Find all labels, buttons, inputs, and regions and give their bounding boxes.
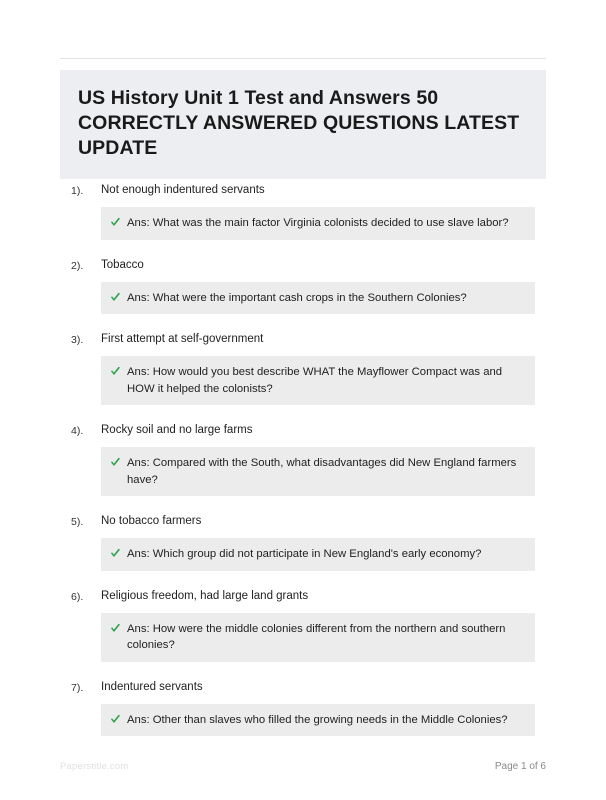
qa-question: Ans: Which group did not participate in New England's early economy?: [127, 548, 482, 560]
list-item: [60, 182, 546, 240]
qa-question-row: [101, 447, 535, 496]
header-divider: [60, 58, 546, 59]
qa-number: 7).: [71, 681, 84, 694]
qa-question: Ans: How would you best describe WHAT the Mayflower Compact was and HOW it helped the colonists?: [127, 366, 503, 395]
qa-question: Ans: What was the main factor Virginia colonists decided to use slave labor?: [127, 217, 509, 229]
qa-answer: Rocky soil and no large farms: [101, 424, 253, 436]
check-icon: [110, 457, 121, 468]
qa-answer-row: [60, 257, 546, 274]
list-item: [60, 331, 546, 405]
qa-question-row: [101, 207, 535, 240]
check-icon: [110, 292, 121, 303]
qa-question-row: [101, 282, 535, 315]
qa-answer-row: [60, 679, 546, 696]
qa-number: 5).: [71, 516, 84, 528]
qa-number: 1).: [71, 185, 84, 197]
qa-question: Ans: Other than slaves who filled the growing needs in the Middle Colonies?: [127, 713, 508, 726]
page-footer: [60, 758, 546, 772]
qa-answer: First attempt at self-government: [101, 333, 264, 345]
qa-question-row: [101, 613, 535, 662]
qa-answer: No tobacco farmers: [101, 515, 202, 527]
qa-answer-row: [60, 513, 546, 530]
qa-number: 2).: [71, 259, 84, 272]
qa-number: 3).: [71, 334, 84, 346]
page-title: US History Unit 1 Test and Answers 50 CORRECTLY ANSWERED QUESTIONS LATEST UPDATE: [78, 87, 520, 159]
qa-list: [60, 182, 546, 753]
list-item: [60, 679, 546, 737]
page-number: Page 1 of 6: [494, 761, 546, 772]
qa-answer-row: [60, 331, 546, 348]
qa-answer-row: [60, 182, 546, 199]
check-icon: [110, 623, 121, 634]
qa-question: Ans: Compared with the South, what disadvantages did New England farmers have?: [127, 457, 517, 486]
check-icon: [110, 217, 121, 228]
qa-question: Ans: What were the important cash crops in the Southern Colonies?: [127, 291, 467, 304]
qa-answer: Religious freedom, had large land grants: [101, 589, 309, 602]
title-banner: [60, 70, 546, 179]
list-item: [60, 422, 546, 496]
qa-question-row: [101, 704, 535, 737]
watermark: Paperstitle.com: [60, 761, 129, 772]
qa-question-row: [101, 356, 535, 405]
qa-question-row: [101, 538, 535, 571]
check-icon: [110, 548, 121, 559]
qa-question: Ans: How were the middle colonies different from the northern and southern colonies?: [127, 622, 506, 651]
qa-number: 4).: [71, 425, 84, 437]
check-icon: [110, 366, 121, 377]
list-item: [60, 257, 546, 315]
qa-answer: Not enough indentured servants: [101, 184, 265, 196]
list-item: [60, 513, 546, 571]
qa-answer-row: [60, 422, 546, 439]
qa-answer: Tobacco: [101, 258, 144, 271]
qa-answer-row: [60, 588, 546, 605]
check-icon: [110, 714, 121, 725]
list-item: [60, 588, 546, 662]
qa-number: 6).: [71, 590, 84, 603]
qa-answer: Indentured servants: [101, 680, 203, 693]
